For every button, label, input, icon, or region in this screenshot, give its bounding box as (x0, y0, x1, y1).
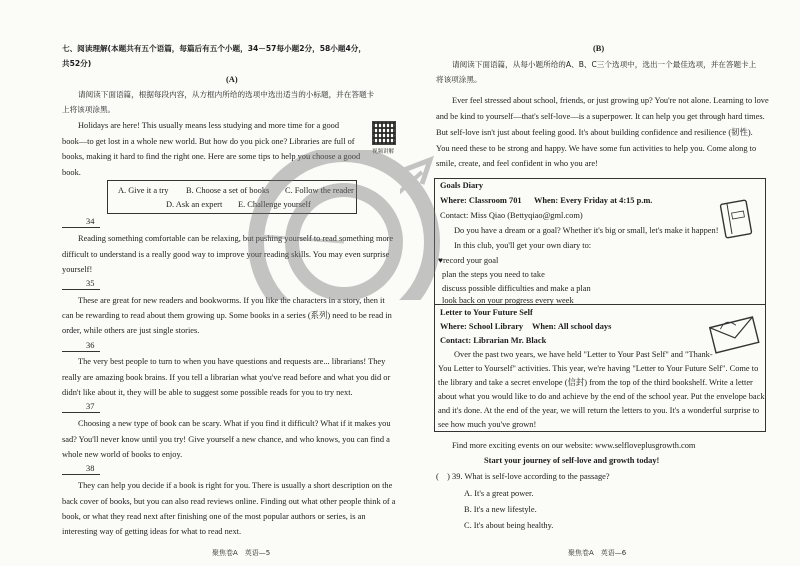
qr-label: 视频讲解 (372, 149, 395, 155)
option-b: B. Choose a set of books (186, 186, 270, 195)
target-watermark-right-icon (400, 150, 450, 300)
paragraph-line: They can help you decide if a book is right for you. There is usually a short description on the (78, 481, 393, 490)
question-number: 34 (86, 217, 95, 226)
event-text: Over the past two years, we have held "Letter to Your Past Self" and "Thank- (454, 350, 713, 359)
page-footer: 聚焦卷A 英语—6 (568, 549, 627, 557)
instruction-line: 上将该项涂黑。 (62, 105, 116, 114)
event-list-item: ♥record your goal (438, 256, 499, 265)
answer-blank (62, 289, 100, 290)
instruction-line: 将该项涂黑。 (436, 75, 482, 84)
paragraph-line: The very best people to turn to when you have questions and requests are... librarians! They (78, 357, 386, 366)
question-number: 36 (86, 341, 95, 350)
website-line: Find more exciting events on our website: www.selfloveplusgrowth.com (452, 441, 696, 450)
tagline: Start your journey of self-love and growth today! (484, 456, 660, 465)
intro-line: Holidays are here! This usually means less studying and more time for a good (78, 121, 340, 130)
event-where: Where: School Library (440, 322, 524, 331)
event-when: When: All school days (532, 322, 612, 331)
event-text: You Letter to Yourself" activities. This year, we're having "Letter to Your Future Self". Come to (438, 364, 759, 373)
option-c: C. It's about being healthy. (464, 521, 554, 530)
event-text: Do you have a dream or a goal? Whether it's big or small, let's make it happen! (454, 226, 719, 235)
envelope-icon (706, 312, 762, 356)
event-where: Where: Classroom 701 (440, 196, 522, 205)
event-title: Goals Diary (440, 181, 484, 190)
paragraph-line: didn't like about it, they will be able to suggest some possible reads for you to try next. (62, 388, 353, 397)
event-text: In this club, you'll get your own diary to: (454, 241, 592, 250)
intro-line: books, making it hard to find the right one. Here are some tips to help you choose a good (62, 152, 361, 161)
question-number: 38 (86, 464, 95, 473)
intro-line: book—to get lost in a whole new world. But how do you pick one? Libraries are full of (62, 137, 355, 146)
intro-line: and be kind to yourself—that's self-love—is a superpower. It can help you get through hard times. (436, 112, 765, 121)
instruction-line: 请阅读下面语篇，从每小题所给的A、B、C三个选项中，选出一个最佳选项，并在答题卡上 (452, 60, 757, 69)
page-footer: 聚焦卷A 英语—5 (212, 549, 271, 557)
option-d: D. Ask an expert (166, 200, 223, 209)
part-b-label: (B) (593, 44, 605, 53)
answer-blank (62, 227, 100, 228)
intro-line: You need these to be strong and happy. We have some fun activities to help you. Come along to (436, 144, 757, 153)
event-text: about what you would like to do and achieve by the end of the school year. Put the envelope back (438, 392, 765, 401)
intro-line: smile, create, and feel confident in who you are! (436, 159, 598, 168)
paragraph-line: book, or what they read next after finishing one of the most popular authors or series, is an (62, 512, 366, 521)
question-number: 37 (86, 402, 95, 411)
instruction-line: 请阅读下面语篇，根据每段内容，从方框内所给的选项中选出适当的小标题，并在答题卡 (78, 90, 375, 99)
event-text: see how much you've grown! (438, 420, 537, 429)
paragraph-line: interesting way of getting ideas for what to read next. (62, 527, 242, 536)
diary-icon (718, 198, 756, 242)
paragraph-line: difficult to understand is a really good way to improve your reading skills. You may even surprise (62, 250, 390, 259)
answer-blank (62, 474, 100, 475)
option-b: B. It's a new lifestyle. (464, 505, 537, 514)
intro-line: book. (62, 168, 81, 177)
qr-code-icon (372, 121, 396, 145)
section-heading-cont: 共52分) (62, 59, 92, 68)
answer-blank (62, 412, 100, 413)
paragraph-line: sad? You'll never know until you try! Give yourself a new chance, and who knows, you can find a (62, 435, 390, 444)
event-title: Letter to Your Future Self (440, 308, 533, 317)
option-e: E. Challenge yourself (238, 200, 311, 209)
paragraph-line: can be rewarding to read about them growing up. Some books in a series (系列) need to be read in (62, 311, 392, 320)
section-heading: 七、阅读理解(本题共有五个语篇，每篇后有五个小题，34－57每小题2分，58小题4分， (62, 44, 366, 53)
paragraph-line: Choosing a new type of book can be scary. What if you find it difficult? What if it makes you (78, 419, 391, 428)
intro-line: But self-love isn't just about feeling good. It's about building confidence and resilience (韧性). (436, 128, 753, 137)
option-a: A. It's a great power. (464, 489, 534, 498)
intro-line: Ever feel stressed about school, friends, or just growing up? You're not alone. Learning to love (452, 96, 769, 105)
part-a-label: (A) (226, 75, 238, 84)
option-c: C. Follow the reader (285, 186, 354, 195)
target-watermark-icon (240, 150, 400, 300)
paragraph-line: yourself! (62, 265, 93, 274)
option-a: A. Give it a try (118, 186, 169, 195)
event-list-item: plan the steps you need to take (442, 270, 545, 279)
paragraph-line: whole new world of books to enjoy. (62, 450, 183, 459)
event-list-item: look back on your progress every week (442, 296, 574, 305)
paragraph-line: really are amazing book brains. If you tell a librarian what you've read before and what you did or (62, 373, 391, 382)
event-when: When: Every Friday at 4:15 p.m. (534, 196, 653, 205)
answer-blank (62, 351, 100, 352)
paragraph-line: back cover of books, but you can also read reviews online. Finding out what other people think of a (62, 497, 396, 506)
question-number: 35 (86, 279, 95, 288)
paragraph-line: order, while others are just single stories. (62, 326, 200, 335)
event-contact: Contact: Miss Qiao (Bettyqiao@gml.com) (440, 211, 583, 220)
right-page (400, 0, 800, 566)
paragraph-line: Reading something comfortable can be relaxing, but pushing yourself to read something more (78, 234, 394, 243)
event-text: and it's done. At the end of the year, we will return the letters to you. It's a wonderful surprise to (438, 406, 760, 415)
question-39: ( ) 39. What is self-love according to the passage? (436, 472, 610, 481)
event-text: the library and take a secret envelope (信封) from the top of the third bookshelf. Write a letter (438, 378, 753, 387)
event-list-item: discuss possible difficulties and make a plan (442, 284, 591, 293)
paragraph-line: These are great for new readers and bookworms. If you like the characters in a story, then it (78, 296, 385, 305)
event-contact: Contact: Librarian Mr. Black (440, 336, 547, 345)
